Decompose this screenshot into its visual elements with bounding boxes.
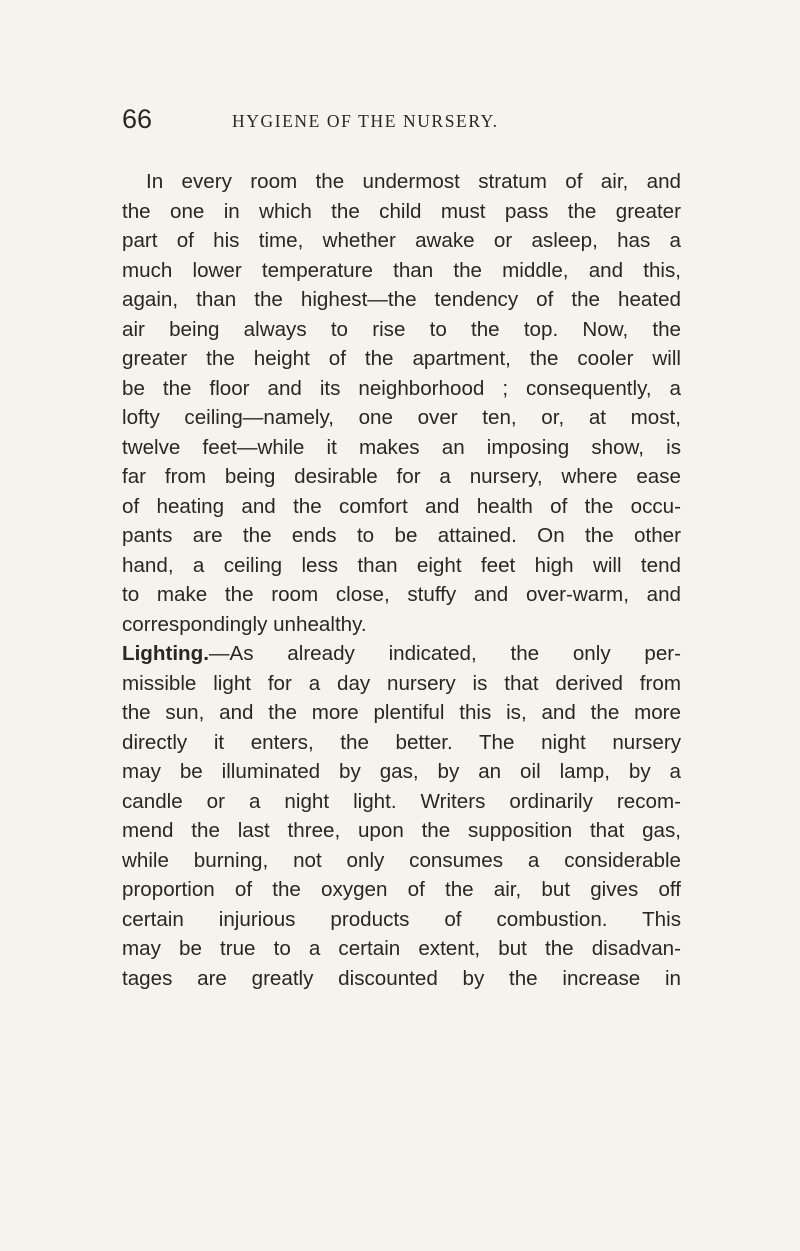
text-line: twelve feet—while it makes an imposing show, is [122,435,681,459]
text-line: directly it enters, the better. The night nursery [122,730,681,754]
body-text [122,167,681,993]
page-header [122,104,682,144]
text-line: missible light for a day nursery is that derived from [122,671,681,695]
text-line: tages are greatly discounted by the increase in [122,966,681,990]
text-line: may be true to a certain extent, but the disadvan- [122,937,681,960]
text-line: In every room the undermost stratum of air, and [146,170,681,193]
text-line: part of his time, whether awake or asleep, has a [122,229,681,252]
running-head: HYGIENE OF THE NURSERY. [232,111,499,131]
text-line: greater the height of the apartment, the cooler will [122,347,681,370]
text-line: lofty ceiling—namely, one over ten, or, at most, [122,406,681,429]
text-line: may be illuminated by gas, by an oil lamp, by a [122,760,681,783]
text-line: the sun, and the more plentiful this is, and the more [122,701,681,724]
lighting-first-line [122,639,681,669]
text-line: while burning, not only consumes a considerable [122,848,681,872]
section-heading-lighting: Lighting. [122,642,209,665]
text-line: much lower temperature than the middle, and this, [122,258,681,282]
text-line: far from being desirable for a nursery, where ease [122,465,681,488]
text-line: candle or a night light. Writers ordinarily recom- [122,789,681,813]
text-line: again, than the highest—the tendency of the heated [122,288,681,311]
text-line: mend the last three, upon the supposition that gas, [122,819,681,842]
text-line: be the floor and its neighborhood ; consequently, a [122,376,681,400]
page-number: 66 [122,104,153,134]
text-line: hand, a ceiling less than eight feet high will tend [122,553,681,577]
text-line: to make the room close, stuffy and over-warm, and [122,583,681,606]
text-line: correspondingly unhealthy. [122,612,367,636]
lighting-first-line-text: —As already indicated, the only per- [208,642,681,665]
text-line: pants are the ends to be attained. On the other [122,524,681,547]
text-line: proportion of the oxygen of the air, but gives off [122,878,681,901]
text-line: air being always to rise to the top. Now, the [122,317,681,341]
text-line: certain injurious products of combustion. This [122,907,681,931]
text-line: the one in which the child must pass the greater [122,199,681,223]
text-line: of heating and the comfort and health of the occu- [122,494,681,518]
